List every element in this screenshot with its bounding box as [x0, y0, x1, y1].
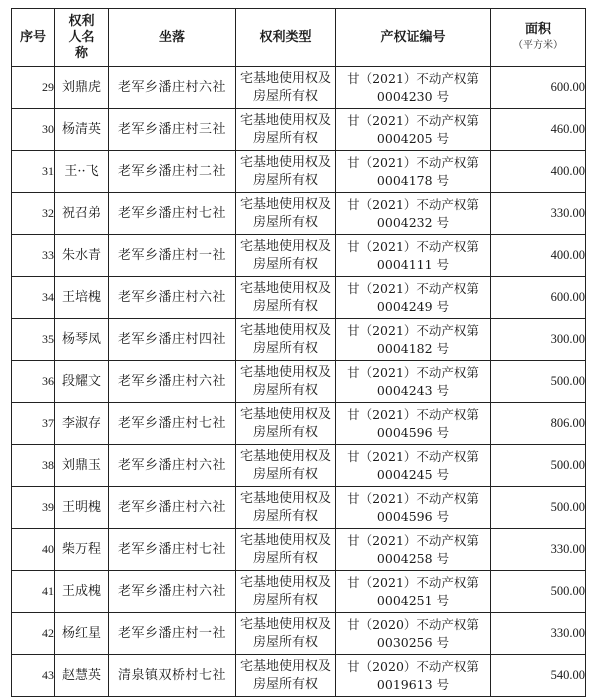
cell-holder-name: 王培槐 [55, 277, 109, 319]
cell-right-type: 宅基地使用权及房屋所有权 [236, 655, 336, 697]
table-row [12, 277, 586, 319]
cell-area: 500.00 [491, 571, 586, 613]
cell-area: 540.00 [491, 655, 586, 697]
cell-seq: 34 [12, 277, 55, 319]
table-row [12, 361, 586, 403]
table-row [12, 319, 586, 361]
cell-cert-number: 甘（2020）不动产权第0019613 号 [336, 655, 491, 697]
cell-area: 460.00 [491, 109, 586, 151]
cell-area: 500.00 [491, 445, 586, 487]
cell-seq: 38 [12, 445, 55, 487]
cell-holder-name: 王··飞 [55, 151, 109, 193]
cell-area: 806.00 [491, 403, 586, 445]
header-right-type: 权利类型 [236, 9, 336, 67]
cell-cert-number: 甘（2021）不动产权第0004230 号 [336, 67, 491, 109]
cell-seq: 31 [12, 151, 55, 193]
cell-location: 老军乡潘庄村七社 [109, 193, 236, 235]
cell-cert-number: 甘（2021）不动产权第0004182 号 [336, 319, 491, 361]
property-rights-table [11, 8, 586, 697]
cell-holder-name: 杨清英 [55, 109, 109, 151]
cell-holder-name: 王明槐 [55, 487, 109, 529]
cell-right-type: 宅基地使用权及房屋所有权 [236, 529, 336, 571]
cell-cert-number: 甘（2021）不动产权第0004258 号 [336, 529, 491, 571]
cell-area: 500.00 [491, 487, 586, 529]
table-row [12, 151, 586, 193]
cell-right-type: 宅基地使用权及房屋所有权 [236, 109, 336, 151]
table-row [12, 445, 586, 487]
header-area-unit: （平方米） [513, 39, 563, 51]
cell-right-type: 宅基地使用权及房屋所有权 [236, 445, 336, 487]
table-row [12, 613, 586, 655]
cell-holder-name: 杨红星 [55, 613, 109, 655]
cell-location: 老军乡潘庄村三社 [109, 109, 236, 151]
header-holder-label: 权利人名称 [68, 13, 95, 61]
cell-right-type: 宅基地使用权及房屋所有权 [236, 613, 336, 655]
cell-area: 330.00 [491, 193, 586, 235]
cell-area: 330.00 [491, 613, 586, 655]
table-row [12, 109, 586, 151]
cell-right-type: 宅基地使用权及房屋所有权 [236, 319, 336, 361]
cell-right-type: 宅基地使用权及房屋所有权 [236, 67, 336, 109]
table-row [12, 655, 586, 697]
cell-location: 老军乡潘庄村七社 [109, 403, 236, 445]
cell-seq: 41 [12, 571, 55, 613]
cell-seq: 39 [12, 487, 55, 529]
header-seq: 序号 [12, 9, 55, 67]
cell-right-type: 宅基地使用权及房屋所有权 [236, 361, 336, 403]
cell-seq: 30 [12, 109, 55, 151]
cell-cert-number: 甘（2021）不动产权第0004111 号 [336, 235, 491, 277]
table-row [12, 235, 586, 277]
cell-holder-name: 朱水青 [55, 235, 109, 277]
table-row [12, 529, 586, 571]
cell-seq: 40 [12, 529, 55, 571]
cell-seq: 42 [12, 613, 55, 655]
cell-location: 老军乡潘庄村六社 [109, 277, 236, 319]
cell-holder-name: 祝召弟 [55, 193, 109, 235]
cell-area: 400.00 [491, 235, 586, 277]
cell-location: 老军乡潘庄村六社 [109, 445, 236, 487]
cell-right-type: 宅基地使用权及房屋所有权 [236, 277, 336, 319]
cell-seq: 29 [12, 67, 55, 109]
header-holder [55, 9, 109, 67]
header-area-label: 面积 [524, 21, 551, 37]
cell-right-type: 宅基地使用权及房屋所有权 [236, 235, 336, 277]
cell-location: 老军乡潘庄村二社 [109, 151, 236, 193]
cell-seq: 43 [12, 655, 55, 697]
cell-cert-number: 甘（2021）不动产权第0004243 号 [336, 361, 491, 403]
cell-right-type: 宅基地使用权及房屋所有权 [236, 571, 336, 613]
cell-cert-number: 甘（2021）不动产权第0004251 号 [336, 571, 491, 613]
cell-area: 600.00 [491, 67, 586, 109]
cell-cert-number: 甘（2021）不动产权第0004205 号 [336, 109, 491, 151]
cell-location: 老军乡潘庄村六社 [109, 67, 236, 109]
cell-holder-name: 李淑存 [55, 403, 109, 445]
cell-cert-number: 甘（2021）不动产权第0004178 号 [336, 151, 491, 193]
header-row [12, 9, 586, 67]
cell-area: 330.00 [491, 529, 586, 571]
table-row [12, 487, 586, 529]
header-area [491, 9, 586, 67]
cell-location: 老军乡潘庄村六社 [109, 361, 236, 403]
cell-location: 老军乡潘庄村六社 [109, 571, 236, 613]
table-row [12, 67, 586, 109]
cell-holder-name: 杨琴凤 [55, 319, 109, 361]
cell-location: 老军乡潘庄村六社 [109, 487, 236, 529]
cell-seq: 37 [12, 403, 55, 445]
cell-location: 清泉镇双桥村七社 [109, 655, 236, 697]
cell-right-type: 宅基地使用权及房屋所有权 [236, 403, 336, 445]
cell-cert-number: 甘（2021）不动产权第0004232 号 [336, 193, 491, 235]
cell-location: 老军乡潘庄村四社 [109, 319, 236, 361]
cell-cert-number: 甘（2021）不动产权第0004596 号 [336, 403, 491, 445]
cell-holder-name: 刘鼎玉 [55, 445, 109, 487]
cell-right-type: 宅基地使用权及房屋所有权 [236, 193, 336, 235]
table-row [12, 571, 586, 613]
cell-location: 老军乡潘庄村一社 [109, 613, 236, 655]
cell-location: 老军乡潘庄村七社 [109, 529, 236, 571]
cell-holder-name: 刘鼎虎 [55, 67, 109, 109]
cell-area: 300.00 [491, 319, 586, 361]
cell-area: 400.00 [491, 151, 586, 193]
cell-seq: 32 [12, 193, 55, 235]
table-row [12, 193, 586, 235]
header-location: 坐落 [109, 9, 236, 67]
cell-cert-number: 甘（2020）不动产权第0030256 号 [336, 613, 491, 655]
table-row [12, 403, 586, 445]
cell-holder-name: 柴万程 [55, 529, 109, 571]
cell-holder-name: 段耀文 [55, 361, 109, 403]
cell-holder-name: 王成槐 [55, 571, 109, 613]
cell-location: 老军乡潘庄村一社 [109, 235, 236, 277]
cell-right-type: 宅基地使用权及房屋所有权 [236, 151, 336, 193]
cell-seq: 33 [12, 235, 55, 277]
cell-right-type: 宅基地使用权及房屋所有权 [236, 487, 336, 529]
cell-seq: 36 [12, 361, 55, 403]
cell-cert-number: 甘（2021）不动产权第0004245 号 [336, 445, 491, 487]
header-cert: 产权证编号 [336, 9, 491, 67]
cell-seq: 35 [12, 319, 55, 361]
cell-area: 500.00 [491, 361, 586, 403]
cell-holder-name: 赵慧英 [55, 655, 109, 697]
cell-cert-number: 甘（2021）不动产权第0004249 号 [336, 277, 491, 319]
cell-area: 600.00 [491, 277, 586, 319]
cell-cert-number: 甘（2021）不动产权第0004596 号 [336, 487, 491, 529]
